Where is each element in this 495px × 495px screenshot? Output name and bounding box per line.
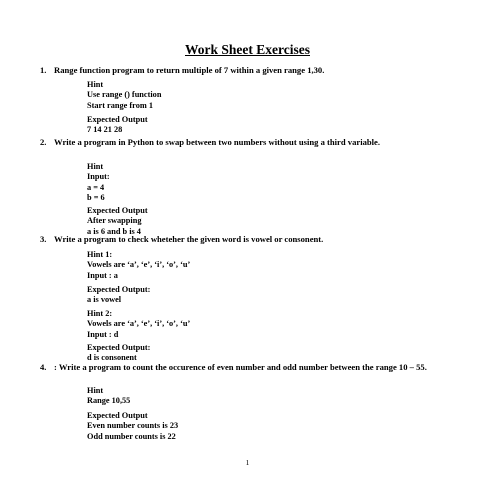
hint-line: a = 4: [87, 182, 105, 192]
q3-hint2-block: [87, 309, 190, 340]
output-label: Expected Output: [87, 411, 148, 420]
hint-line: Use range () function: [87, 90, 162, 100]
output-label: Expected Output:: [87, 285, 151, 294]
hint-line: Vowels are ‘a’, ‘e’, ‘i’, ‘o’, ‘u’: [87, 319, 191, 329]
hint-label: Hint 1:: [87, 250, 113, 259]
question-number: 3.: [40, 234, 47, 244]
question-4: [40, 362, 439, 373]
hint-line: Start range from 1: [87, 100, 153, 110]
page-number: 1: [245, 458, 250, 467]
hint-line: Input : a: [87, 270, 118, 280]
output-line: a is 6 and b is 4: [87, 226, 141, 236]
hint-label: Hint 2:: [87, 309, 113, 318]
hint-line: Input:: [87, 172, 110, 182]
output-line: d is consonent: [87, 353, 137, 363]
question-text: Write a program in Python to swap between two numbers without using a third variable.: [54, 137, 381, 147]
hint-line: b = 6: [87, 193, 105, 203]
hint-line: Input : d: [87, 329, 119, 339]
output-label: Expected Output: [87, 206, 148, 215]
output-line: 7 14 21 28: [87, 125, 123, 135]
output-line: Odd number counts is 22: [87, 431, 176, 441]
question-number: 4.: [40, 362, 47, 372]
q3-output2-block: [87, 343, 150, 364]
output-line: a is vowel: [87, 295, 122, 305]
question-2: [40, 137, 419, 148]
q4-output-block: [87, 411, 178, 442]
output-label: Expected Output:: [87, 343, 151, 352]
hint-label: Hint: [87, 80, 104, 89]
q4-hint-block: [87, 386, 130, 407]
hint-label: Hint: [87, 386, 104, 395]
question-3: [40, 234, 449, 245]
q1-output-block: [87, 115, 148, 136]
hint-line: Range 10,55: [87, 396, 131, 406]
q2-output-block: [87, 206, 148, 237]
hint-line: Vowels are ‘a’, ‘e’, ‘i’, ‘o’, ‘u’: [87, 260, 191, 270]
question-number: 1.: [40, 65, 47, 75]
output-line: Even number counts is 23: [87, 421, 179, 431]
hint-label: Hint: [87, 162, 104, 171]
question-text: Write a program to check wheteher the given word is vowel or consonent.: [54, 234, 324, 244]
question-1: [40, 65, 449, 76]
q1-hint-block: [87, 80, 161, 111]
output-label: Expected Output: [87, 115, 148, 124]
q3-hint1-block: [87, 250, 190, 281]
q2-hint-block: [87, 162, 110, 204]
question-text: : Write a program to count the occurence of even number and odd number between the range 10 – 55.: [54, 362, 427, 372]
page-title: Work Sheet Exercises: [185, 42, 310, 57]
q3-output1-block: [87, 285, 150, 306]
question-text: Range function program to return multiple of 7 within a given range 1,30.: [54, 65, 325, 75]
question-number: 2.: [40, 137, 47, 147]
output-line: After swapping: [87, 216, 142, 226]
